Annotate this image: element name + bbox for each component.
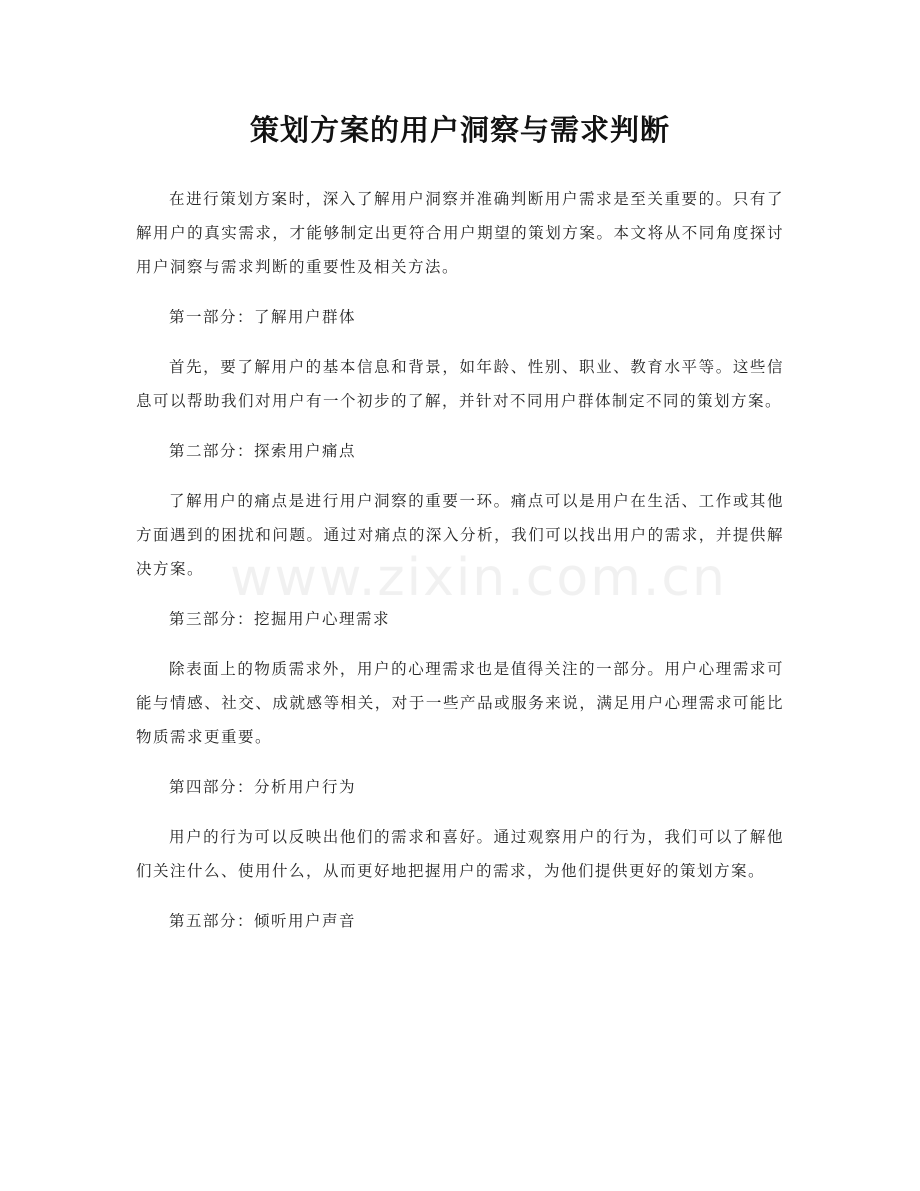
section-paragraph-1: 首先，要了解用户的基本信息和背景，如年龄、性别、职业、教育水平等。这些信息可以帮助我们对用户有一个初步的了解，并针对不同用户群体制定不同的策划方案。 [136, 358, 784, 410]
section-heading-2: 第二部分：探索用户痛点 [169, 442, 357, 460]
section-heading-5: 第五部分：倾听用户声音 [169, 912, 357, 930]
intro-paragraph: 在进行策划方案时，深入了解用户洞察并准确判断用户需求是至关重要的。只有了解用户的真实需求，才能够制定出更符合用户期望的策划方案。本文将从不同角度探讨用户洞察与需求判断的重要性及相关方法。 [136, 190, 784, 276]
section-paragraph-4: 用户的行为可以反映出他们的需求和喜好。通过观察用户的行为，我们可以了解他们关注什么、使用什么，从而更好地把握用户的需求，为他们提供更好的策划方案。 [136, 828, 784, 880]
document-body [136, 182, 784, 954]
watermark: www.zixin.com.cn [230, 548, 727, 608]
section-paragraph-3: 除表面上的物质需求外，用户的心理需求也是值得关注的一部分。用户心理需求可能与情感、社交、成就感等相关，对于一些产品或服务来说，满足用户心理需求可能比物质需求更重要。 [136, 660, 784, 746]
page-title: 策划方案的用户洞察与需求判断 [249, 113, 670, 147]
section-heading-3: 第三部分：挖掘用户心理需求 [169, 610, 391, 628]
section-heading-1: 第一部分：了解用户群体 [169, 308, 357, 326]
section-heading-4: 第四部分：分析用户行为 [169, 778, 357, 796]
section-paragraph-2: 了解用户的痛点是进行用户洞察的重要一环。痛点可以是用户在生活、工作或其他方面遇到的困扰和问题。通过对痛点的深入分析，我们可以找出用户的需求，并提供解决方案。 [136, 492, 784, 578]
